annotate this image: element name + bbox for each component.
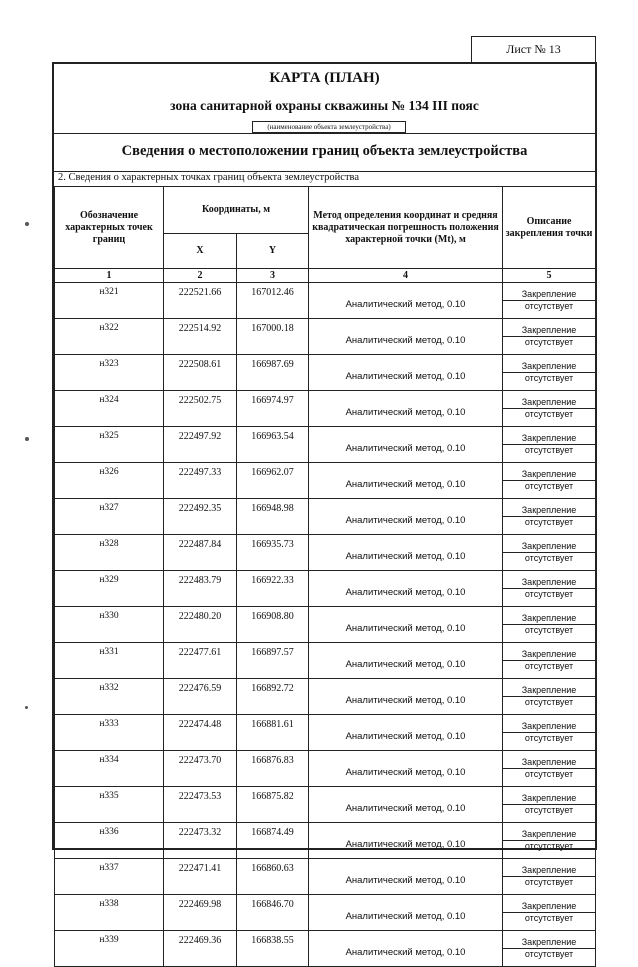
method-cell: Аналитический метод, 0.10 — [309, 751, 503, 787]
coord-y: 166897.57 — [237, 643, 309, 679]
method-cell: Аналитический метод, 0.10 — [309, 427, 503, 463]
table-row — [55, 463, 596, 499]
method-cell: Аналитический метод, 0.10 — [309, 571, 503, 607]
table-row — [55, 859, 596, 895]
scan-speck — [25, 437, 29, 441]
coord-y: 166838.55 — [237, 931, 309, 967]
col-num-3: 3 — [237, 269, 309, 283]
coord-y: 167000.18 — [237, 319, 309, 355]
sub-section-title: 2. Сведения о характерных точках границ объекта землеустройства — [58, 172, 360, 183]
coord-y: 166875.82 — [237, 787, 309, 823]
desc-line-2: отсутствует — [503, 516, 595, 528]
document-subtitle: зона санитарной охраны скважины № 134 III пояс — [170, 98, 479, 113]
point-name: н330 — [55, 607, 164, 643]
method-cell: Аналитический метод, 0.10 — [309, 283, 503, 319]
table-row — [55, 283, 596, 319]
coord-y: 166987.69 — [237, 355, 309, 391]
point-name: н339 — [55, 931, 164, 967]
desc-line-2: отсутствует — [503, 300, 595, 312]
coord-y: 166876.83 — [237, 751, 309, 787]
table-row — [55, 391, 596, 427]
header-y: Y — [237, 234, 309, 269]
table-row — [55, 499, 596, 535]
point-name: н329 — [55, 571, 164, 607]
coord-x: 222477.61 — [164, 643, 237, 679]
point-name: н338 — [55, 895, 164, 931]
desc-line-2: отсутствует — [503, 768, 595, 780]
table-row — [55, 571, 596, 607]
desc-line-1: Закрепление — [521, 721, 577, 731]
method-cell: Аналитический метод, 0.10 — [309, 859, 503, 895]
method-cell: Аналитический метод, 0.10 — [309, 679, 503, 715]
coord-x: 222474.48 — [164, 715, 237, 751]
desc-line-2: отсутствует — [503, 588, 595, 600]
coord-y: 166962.07 — [237, 463, 309, 499]
coord-x: 222502.75 — [164, 391, 237, 427]
object-name-caption: (наименование объекта землеустройства) — [252, 121, 406, 133]
method-cell: Аналитический метод, 0.10 — [309, 787, 503, 823]
point-name: н331 — [55, 643, 164, 679]
document-title: КАРТА (ПЛАН) — [269, 70, 380, 86]
desc-line-1: Закрепление — [521, 541, 577, 551]
desc-line-1: Закрепление — [521, 613, 577, 623]
coord-x: 222471.41 — [164, 859, 237, 895]
method-cell: Аналитический метод, 0.10 — [309, 715, 503, 751]
col-num-2: 2 — [164, 269, 237, 283]
header-desc: Описание закрепления точки — [503, 187, 596, 269]
table-row — [55, 535, 596, 571]
desc-line-2: отсутствует — [503, 876, 595, 888]
coord-x: 222521.66 — [164, 283, 237, 319]
desc-cell — [503, 391, 596, 427]
point-name: н328 — [55, 535, 164, 571]
method-cell: Аналитический метод, 0.10 — [309, 931, 503, 967]
method-cell: Аналитический метод, 0.10 — [309, 895, 503, 931]
desc-line-2: отсутствует — [503, 624, 595, 636]
method-cell: Аналитический метод, 0.10 — [309, 463, 503, 499]
point-name: н334 — [55, 751, 164, 787]
desc-line-1: Закрепление — [521, 865, 577, 875]
desc-line-1: Закрепление — [521, 397, 577, 407]
coord-y: 166922.33 — [237, 571, 309, 607]
coord-x: 222469.98 — [164, 895, 237, 931]
table-body — [55, 283, 596, 967]
desc-cell — [503, 463, 596, 499]
desc-line-2: отсутствует — [503, 804, 595, 816]
table-row — [55, 823, 596, 859]
desc-line-2: отсутствует — [503, 552, 595, 564]
desc-line-1: Закрепление — [521, 649, 577, 659]
coord-x: 222476.59 — [164, 679, 237, 715]
desc-line-1: Закрепление — [521, 289, 577, 299]
coord-y: 167012.46 — [237, 283, 309, 319]
desc-line-2: отсутствует — [503, 732, 595, 744]
coord-x: 222473.70 — [164, 751, 237, 787]
table-row — [55, 355, 596, 391]
desc-line-1: Закрепление — [521, 685, 577, 695]
desc-line-2: отсутствует — [503, 336, 595, 348]
desc-line-2: отсутствует — [503, 840, 595, 852]
point-name: н322 — [55, 319, 164, 355]
desc-line-2: отсутствует — [503, 408, 595, 420]
table-row — [55, 643, 596, 679]
desc-cell — [503, 931, 596, 967]
coord-x: 222473.53 — [164, 787, 237, 823]
method-cell: Аналитический метод, 0.10 — [309, 607, 503, 643]
table-row — [55, 679, 596, 715]
desc-cell — [503, 571, 596, 607]
desc-line-1: Закрепление — [521, 901, 577, 911]
desc-line-2: отсутствует — [503, 372, 595, 384]
point-name: н335 — [55, 787, 164, 823]
method-cell: Аналитический метод, 0.10 — [309, 499, 503, 535]
desc-cell — [503, 715, 596, 751]
table-row — [55, 715, 596, 751]
divider — [54, 133, 595, 134]
col-num-4: 4 — [309, 269, 503, 283]
coord-y: 166908.80 — [237, 607, 309, 643]
method-cell: Аналитический метод, 0.10 — [309, 535, 503, 571]
coord-x: 222483.79 — [164, 571, 237, 607]
method-cell: Аналитический метод, 0.10 — [309, 643, 503, 679]
table-row — [55, 607, 596, 643]
desc-cell — [503, 355, 596, 391]
desc-cell — [503, 643, 596, 679]
desc-line-2: отсутствует — [503, 912, 595, 924]
desc-line-1: Закрепление — [521, 325, 577, 335]
desc-line-1: Закрепление — [521, 577, 577, 587]
point-name: н333 — [55, 715, 164, 751]
desc-line-1: Закрепление — [521, 757, 577, 767]
col-num-5: 5 — [503, 269, 596, 283]
col-num-1: 1 — [55, 269, 164, 283]
coord-x: 222497.92 — [164, 427, 237, 463]
desc-cell — [503, 283, 596, 319]
coord-x: 222487.84 — [164, 535, 237, 571]
desc-line-1: Закрепление — [521, 433, 577, 443]
desc-cell — [503, 535, 596, 571]
sheet-number-label: Лист № 13 — [471, 36, 596, 63]
header-coords: Координаты, м — [164, 187, 309, 234]
desc-cell — [503, 751, 596, 787]
desc-line-2: отсутствует — [503, 696, 595, 708]
coord-y: 166881.61 — [237, 715, 309, 751]
table-row — [55, 931, 596, 967]
section-title: Сведения о местоположении границ объекта землеустройства — [121, 143, 528, 159]
method-cell: Аналитический метод, 0.10 — [309, 355, 503, 391]
coord-x: 222473.32 — [164, 823, 237, 859]
coord-x: 222508.61 — [164, 355, 237, 391]
scan-speck — [25, 706, 28, 709]
point-name: н326 — [55, 463, 164, 499]
desc-cell — [503, 787, 596, 823]
coord-y: 166874.49 — [237, 823, 309, 859]
desc-line-2: отсутствует — [503, 948, 595, 960]
point-name: н332 — [55, 679, 164, 715]
header-x: X — [164, 234, 237, 269]
coord-y: 166860.63 — [237, 859, 309, 895]
point-name: н323 — [55, 355, 164, 391]
desc-cell — [503, 319, 596, 355]
desc-line-1: Закрепление — [521, 937, 577, 947]
coord-x: 222492.35 — [164, 499, 237, 535]
coord-x: 222480.20 — [164, 607, 237, 643]
scan-speck — [25, 222, 29, 226]
desc-cell — [503, 823, 596, 859]
document-frame — [52, 62, 597, 959]
points-table — [54, 186, 596, 967]
method-cell: Аналитический метод, 0.10 — [309, 823, 503, 859]
point-name: н325 — [55, 427, 164, 463]
coord-x: 222514.92 — [164, 319, 237, 355]
table-row — [55, 427, 596, 463]
coord-x: 222469.36 — [164, 931, 237, 967]
desc-cell — [503, 895, 596, 931]
desc-cell — [503, 499, 596, 535]
desc-line-2: отсутствует — [503, 480, 595, 492]
header-method: Метод определения координат и средняя квадратическая погрешность положения характерной точки (Mt), м — [309, 187, 503, 269]
desc-line-1: Закрепление — [521, 793, 577, 803]
point-name: н336 — [55, 823, 164, 859]
desc-line-1: Закрепление — [521, 505, 577, 515]
coord-y: 166892.72 — [237, 679, 309, 715]
table-row — [55, 319, 596, 355]
desc-cell — [503, 607, 596, 643]
desc-cell — [503, 859, 596, 895]
header-point: Обозначение характерных точек границ — [55, 187, 164, 269]
coord-y: 166948.98 — [237, 499, 309, 535]
table-row — [55, 787, 596, 823]
desc-line-1: Закрепление — [521, 829, 577, 839]
coord-x: 222497.33 — [164, 463, 237, 499]
coord-y: 166974.97 — [237, 391, 309, 427]
desc-line-1: Закрепление — [521, 469, 577, 479]
desc-line-1: Закрепление — [521, 361, 577, 371]
desc-cell — [503, 427, 596, 463]
desc-cell — [503, 679, 596, 715]
table-row — [55, 751, 596, 787]
table-row — [55, 895, 596, 931]
point-name: н324 — [55, 391, 164, 427]
point-name: н327 — [55, 499, 164, 535]
coord-y: 166846.70 — [237, 895, 309, 931]
point-name: н337 — [55, 859, 164, 895]
coord-y: 166935.73 — [237, 535, 309, 571]
point-name: н321 — [55, 283, 164, 319]
desc-line-2: отсутствует — [503, 444, 595, 456]
method-cell: Аналитический метод, 0.10 — [309, 319, 503, 355]
method-cell: Аналитический метод, 0.10 — [309, 391, 503, 427]
coord-y: 166963.54 — [237, 427, 309, 463]
desc-line-2: отсутствует — [503, 660, 595, 672]
